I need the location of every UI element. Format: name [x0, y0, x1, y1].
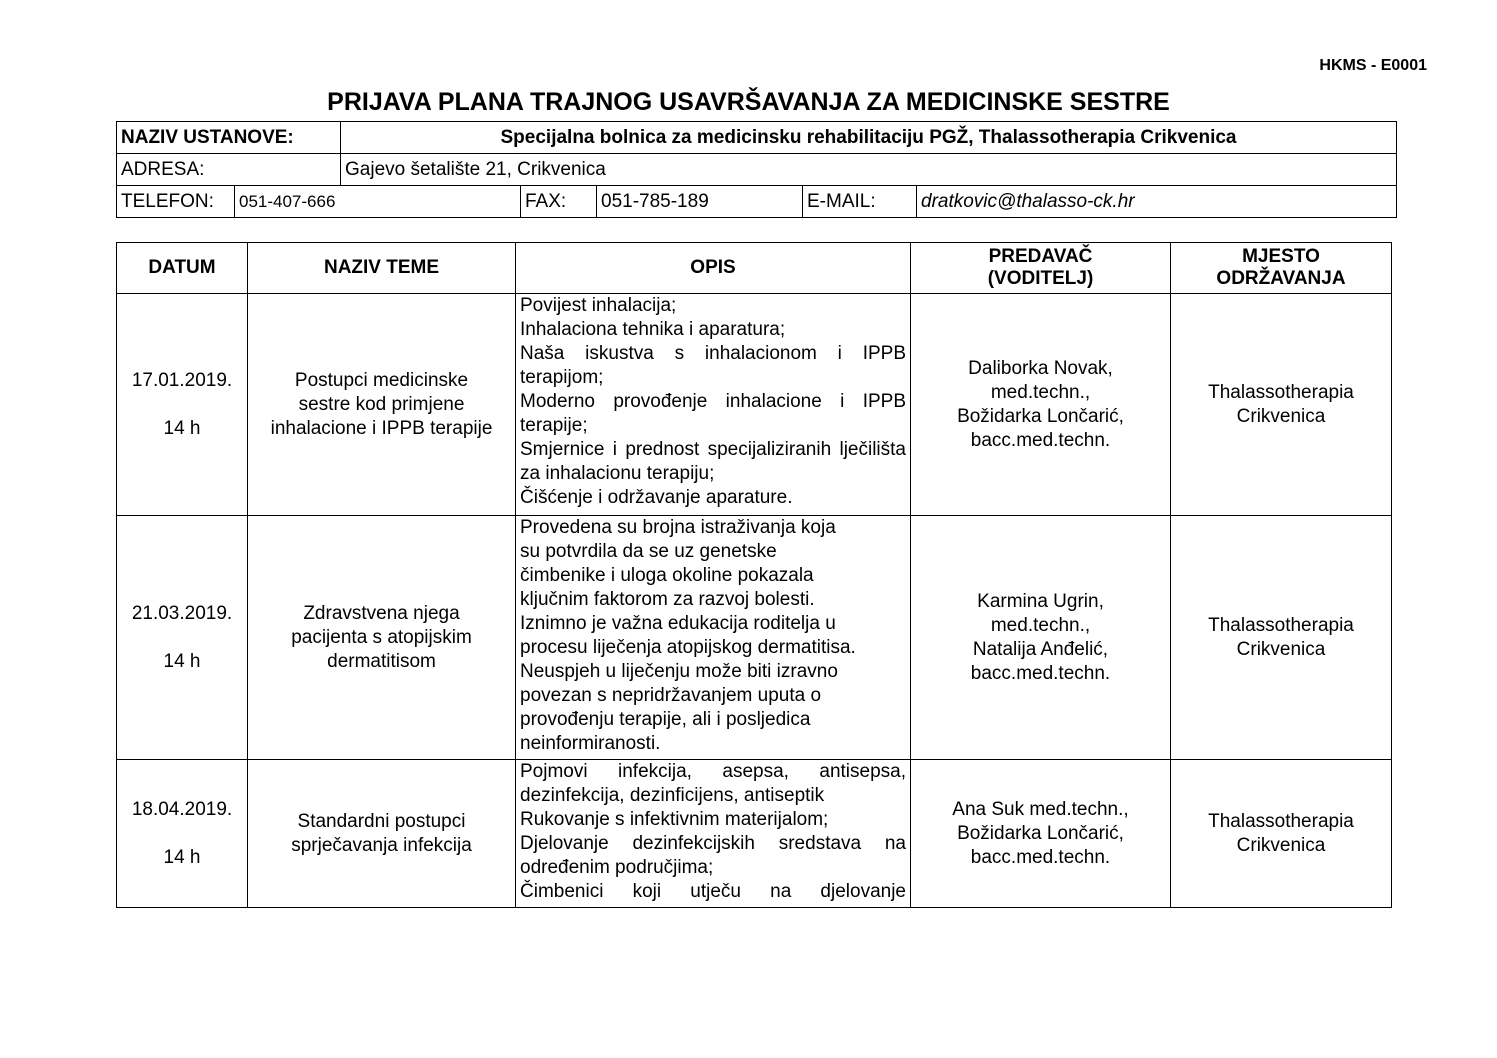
- row-description-line: Povijest inhalacija;: [520, 295, 677, 316]
- row-date: 17.01.2019.: [131, 369, 233, 391]
- row-location-line: Crikvenica: [1236, 638, 1326, 660]
- row-date-cell: [117, 760, 248, 908]
- column-header-predavac-line2: (VODITELJ): [987, 268, 1094, 289]
- row-location-line: Thalassotherapia: [1208, 381, 1354, 403]
- row-lecturer-line: Božidarka Lončarić,: [957, 822, 1124, 844]
- fax-label: FAX:: [521, 186, 597, 218]
- row-topic-line: inhalacione i IPPB terapije: [270, 417, 493, 439]
- row-topic-line: sestre kod primjene: [298, 393, 465, 415]
- row-lecturer-line: Daliborka Novak,: [968, 357, 1113, 379]
- row-location-cell: [1171, 760, 1392, 908]
- column-header-predavac-line1: PREDAVAČ: [988, 246, 1093, 267]
- row-description-line: procesu liječenja atopijskog dermatitisa.: [520, 637, 856, 658]
- row-description-line: Naša iskustva s inhalacionom i IPPB terapijom;: [520, 343, 906, 388]
- row-lecturer-cell: [911, 760, 1171, 908]
- row-date-cell: [117, 294, 248, 516]
- row-description-line: Inhalaciona tehnika i aparatura;: [520, 319, 786, 340]
- fax-value: 051-785-189: [597, 186, 803, 218]
- row-description-line: Smjernice i prednost specijaliziranih lječilišta za inhalacionu terapiju;: [520, 439, 906, 484]
- row-description-cell: [516, 516, 911, 760]
- row-lecturer-line: Karmina Ugrin,: [977, 590, 1104, 612]
- row-topic-cell: [248, 294, 516, 516]
- row-lecturer-line: med.techn.,: [990, 614, 1091, 636]
- row-description-line: Pojmovi infekcija, asepsa, antisepsa, dezinfekcija, dezinficijens, antiseptik: [520, 761, 906, 806]
- institution-name-value: Specijalna bolnica za medicinsku rehabilitaciju PGŽ, Thalassotherapia Crikvenica: [341, 122, 1397, 154]
- row-location-line: Thalassotherapia: [1208, 810, 1354, 832]
- address-value: Gajevo šetalište 21, Crikvenica: [341, 154, 1397, 186]
- row-description-clip: [520, 760, 906, 907]
- row-lecturer-line: bacc.med.techn.: [970, 662, 1111, 684]
- row-lecturer-line: Ana Suk med.techn.,: [952, 798, 1129, 820]
- row-topic-line: Zdravstvena njega: [303, 602, 460, 624]
- address-label: ADRESA:: [117, 154, 341, 186]
- row-lecturer-line: bacc.med.techn.: [970, 429, 1111, 451]
- row-date: 18.04.2019.: [131, 798, 233, 820]
- row-location-line: Crikvenica: [1236, 834, 1326, 856]
- row-lecturer-cell: [911, 516, 1171, 760]
- row-location-line: Thalassotherapia: [1208, 614, 1354, 636]
- row-lecturer-line: bacc.med.techn.: [970, 846, 1111, 868]
- row-time: 14 h: [163, 846, 201, 868]
- row-time: 14 h: [163, 417, 201, 439]
- row-description-cell: [516, 294, 911, 516]
- row-lecturer-cell: [911, 294, 1171, 516]
- institution-info-table: [116, 121, 1397, 218]
- row-description-line: neinformiranosti.: [520, 733, 661, 754]
- column-header-datum: DATUM: [117, 243, 248, 294]
- row-description-line: Iznimno je važna edukacija roditelja u: [520, 613, 836, 634]
- document-code: HKMS - E0001: [1319, 57, 1427, 74]
- table-row: [117, 760, 1392, 908]
- email-label: E-MAIL:: [803, 186, 917, 218]
- row-topic-line: Standardni postupci: [297, 810, 466, 832]
- row-lecturer-line: Natalija Anđelić,: [972, 638, 1109, 660]
- row-description-line: ključnim faktorom za razvoj bolesti.: [520, 589, 815, 610]
- row-description-line: su potvrdila da se uz genetske: [520, 541, 777, 562]
- row-topic-line: pacijenta s atopijskim: [291, 626, 472, 648]
- education-plan-table: [116, 242, 1392, 908]
- row-description-line: provođenju terapije, ali i posljedica: [520, 709, 811, 730]
- row-topic-line: dermatitisom: [327, 650, 436, 672]
- row-description-cell: [516, 760, 911, 908]
- column-header-mjesto-line1: MJESTO: [1242, 246, 1320, 267]
- row-location-cell: [1171, 516, 1392, 760]
- column-header-naziv-teme: NAZIV TEME: [248, 243, 516, 294]
- row-description-line: Čišćenje i održavanje aparature.: [520, 487, 793, 508]
- row-description-line: Moderno provođenje inhalacione i IPPB terapije;: [520, 391, 906, 436]
- column-header-opis: OPIS: [516, 243, 911, 294]
- row-description-line: Čimbenici koji utječu na djelovanje: [520, 881, 906, 902]
- row-topic-line: Postupci medicinske: [294, 369, 469, 391]
- row-time: 14 h: [163, 650, 201, 672]
- institution-name-label: NAZIV USTANOVE:: [117, 122, 341, 154]
- row-topic-cell: [248, 760, 516, 908]
- phone-label: TELEFON:: [117, 186, 235, 218]
- row-location-line: Crikvenica: [1236, 405, 1326, 427]
- row-date-cell: [117, 516, 248, 760]
- table-row: [117, 516, 1392, 760]
- row-description-line: čimbenike i uloga okoline pokazala: [520, 565, 814, 586]
- table-row: [117, 294, 1392, 516]
- row-description-line: Rukovanje s infektivnim materijalom;: [520, 809, 829, 830]
- row-description-line: Neuspjeh u liječenju može biti izravno: [520, 661, 838, 682]
- row-topic-line: sprječavanja infekcija: [291, 834, 472, 856]
- row-date: 21.03.2019.: [131, 602, 233, 624]
- phone-value: 051-407-666: [235, 186, 521, 218]
- column-header-mjesto: [1171, 243, 1392, 294]
- row-lecturer-line: Božidarka Lončarić,: [957, 405, 1124, 427]
- column-header-mjesto-line2: ODRŽAVANJA: [1216, 268, 1346, 289]
- row-description-line: Djelovanje dezinfekcijskih sredstava na određenim područjima;: [520, 833, 906, 878]
- row-lecturer-line: med.techn.,: [990, 381, 1091, 403]
- row-description-line: povezan s nepridržavanjem uputa o: [520, 685, 822, 706]
- row-topic-cell: [248, 516, 516, 760]
- row-description-line: Provedena su brojna istraživanja koja: [520, 517, 836, 538]
- email-value[interactable]: dratkovic@thalasso-ck.hr: [917, 186, 1397, 218]
- row-location-cell: [1171, 294, 1392, 516]
- column-header-predavac: [911, 243, 1171, 294]
- document-title: PRIJAVA PLANA TRAJNOG USAVRŠAVANJA ZA MEDICINSKE SESTRE: [327, 88, 1170, 116]
